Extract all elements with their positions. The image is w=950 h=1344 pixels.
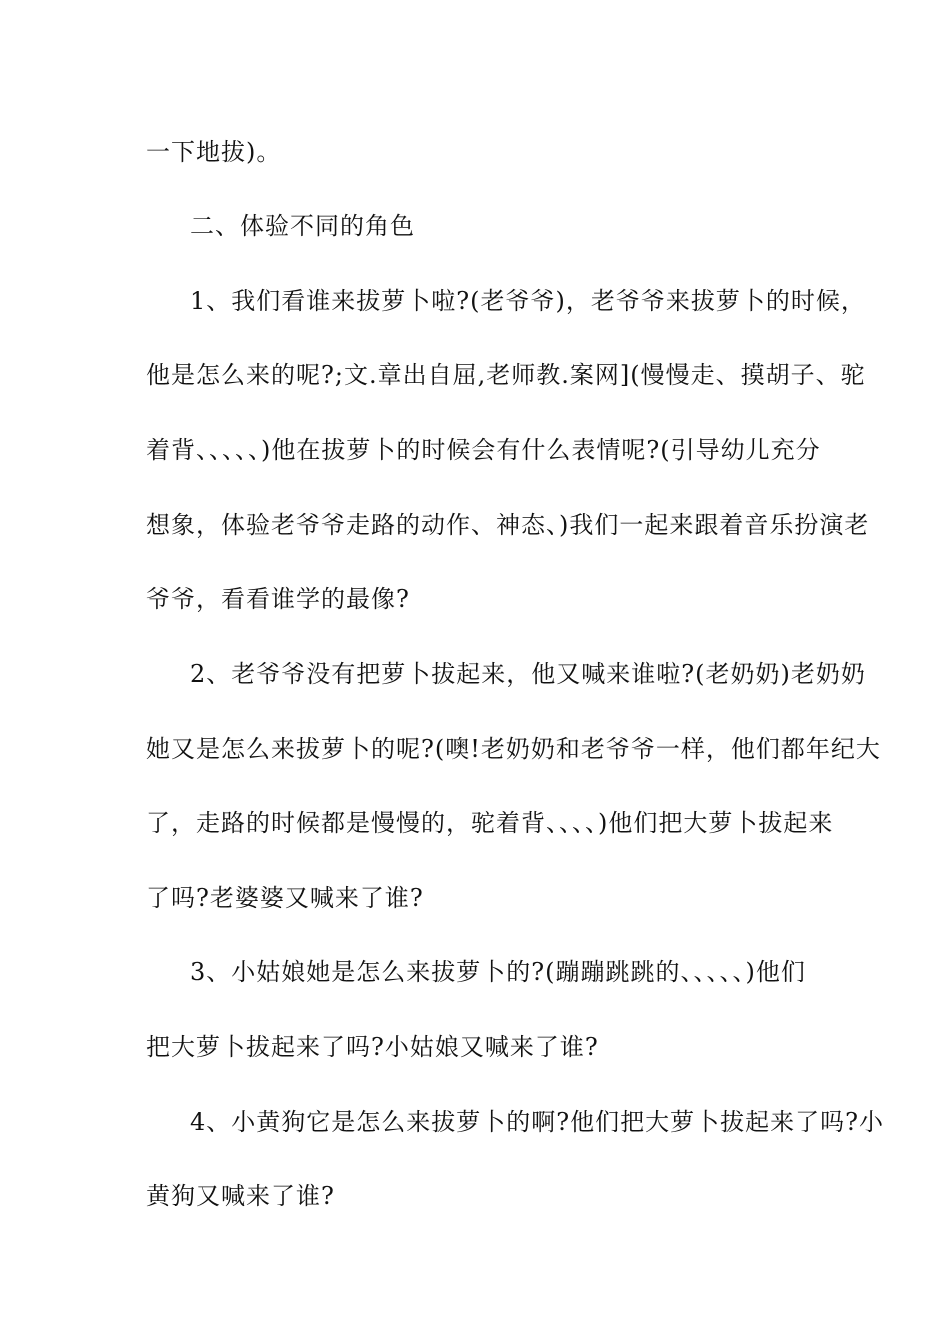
text-line: 他是怎么来的呢?;文.章出自屈,老师教.案网](慢慢走、摸胡子、驼 [146,361,866,389]
text-line: 黄狗又喊来了谁? [146,1182,335,1210]
text-line: 了，走路的时候都是慢慢的，驼着背、、、、)他们把大萝卜拔起来 [146,809,834,837]
text-line: 爷爷，看看谁学的最像? [146,585,410,613]
section-heading: 二、体验不同的角色 [190,212,415,240]
text-line: 想象，体验老爷爷走路的动作、神态、)我们一起来跟着音乐扮演老 [146,511,870,539]
text-line: 了吗?老婆婆又喊来了谁? [146,884,424,912]
text-line: 3、小姑娘她是怎么来拔萝卜的?(蹦蹦跳跳的、、、、、)他们 [190,958,806,986]
text-line: 4、小黄狗它是怎么来拔萝卜的啊?他们把大萝卜拔起来了吗?小 [190,1108,885,1136]
text-line: 1、我们看谁来拔萝卜啦?(老爷爷)，老爷爷来拔萝卜的时候， [190,287,866,315]
text-line: 把大萝卜拔起来了吗?小姑娘又喊来了谁? [146,1033,599,1061]
text-line: 她又是怎么来拔萝卜的呢?(噢!老奶奶和老爷爷一样，他们都年纪大 [146,735,881,763]
text-line: 着背、、、、、)他在拔萝卜的时候会有什么表情呢?(引导幼儿充分 [146,436,821,464]
text-line: 一下地拔)。 [146,138,282,166]
text-line: 2、老爷爷没有把萝卜拔起来，他又喊来谁啦?(老奶奶)老奶奶 [190,660,866,688]
